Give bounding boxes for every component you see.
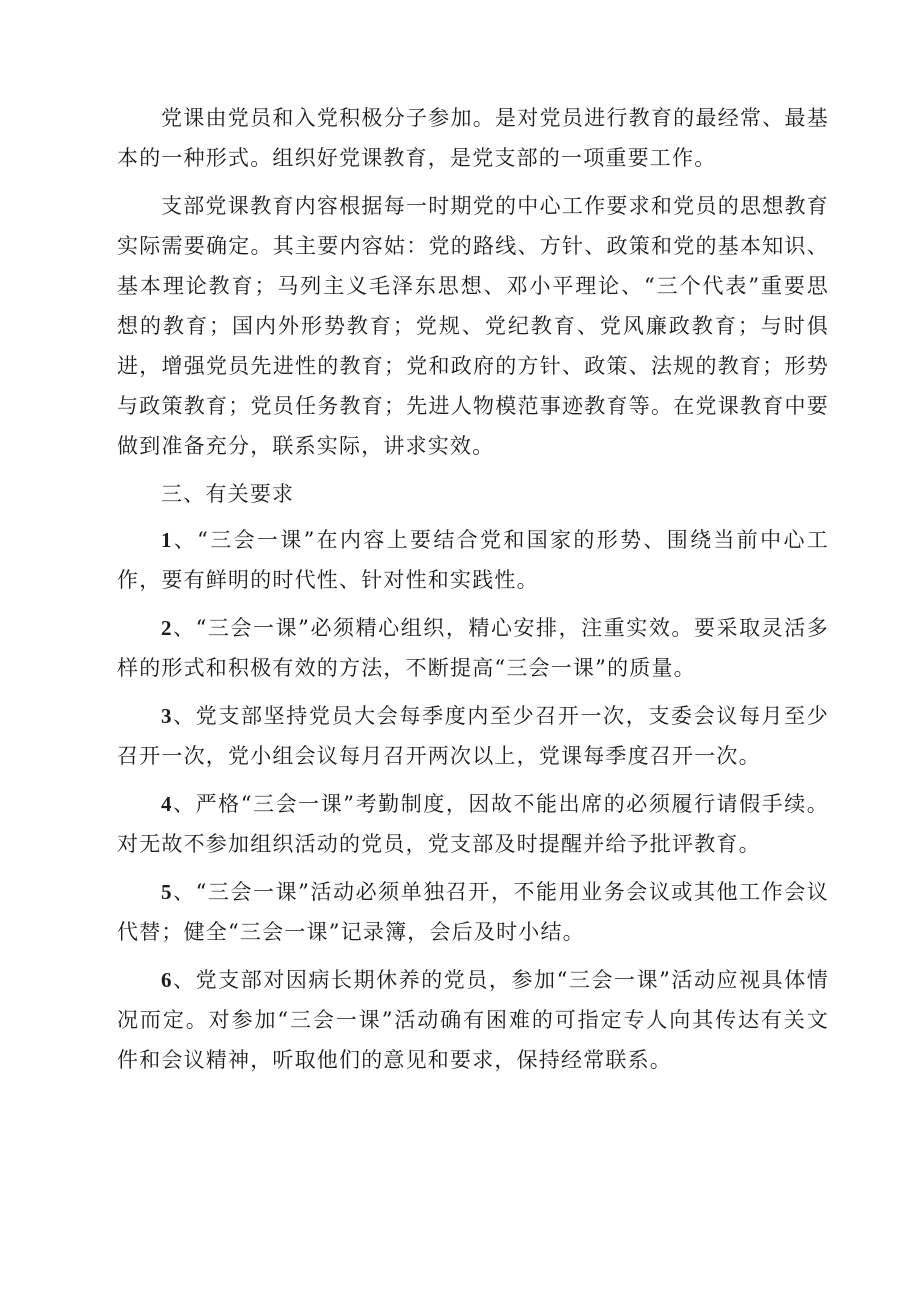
requirement-item-2	[117, 608, 829, 688]
requirement-item-1	[117, 520, 829, 600]
intro-paragraph-2: 支部党课教育内容根据每一时期党的中心工作要求和党员的思想教育实际需要确定。其主要内容姑：党的路线、方针、政策和党的基本知识、基本理论教育；马列主义毛泽东思想、邓小平理论、“三个代表”重要思想的教育；国内外形势教育；党规、党纪教育、党风廉政教育；与时俱进，增强党员先进性的教育；党和政府的方针、政策、法规的教育；形势与政策教育；党员任务教育；先进人物模范事迹教育等。在党课教育中要做到准备充分，联系实际，讲求实效。	[117, 194, 829, 458]
requirement-number: 5	[161, 880, 173, 904]
requirement-item-3	[117, 696, 829, 776]
requirement-text: 、严格“三会一课”考勤制度，因故不能出席的必须履行请假手续。对无故不参加组织活动的党员，党支部及时提醒并给予批评教育。	[117, 792, 829, 856]
requirement-item-4	[117, 784, 829, 864]
requirement-text: 、“三会一课”在内容上要结合党和国家的形势、围绕当前中心工作，要有鲜明的时代性、针对性和实践性。	[117, 528, 829, 592]
intro-paragraph-1: 党课由党员和入党积极分子参加。是对党员进行教育的最经常、最基本的一种形式。组织好党课教育，是党支部的一项重要工作。	[117, 106, 829, 170]
requirement-number: 2	[161, 616, 173, 640]
document-body	[117, 98, 829, 1080]
requirement-text: 、“三会一课”活动必须单独召开，不能用业务会议或其他工作会议代替；健全“三会一课”记录簿，会后及时小结。	[117, 880, 829, 944]
requirement-text: 、“三会一课”必须精心组织，精心安排，注重实效。要采取灵活多样的形式和积极有效的方法，不断提高“三会一课”的质量。	[117, 616, 829, 680]
requirement-text: 、党支部对因病长期休养的党员，参加“三会一课”活动应视具体情况而定。对参加“三会一课”活动确有困难的可指定专人向其传达有关文件和会议精神，听取他们的意见和要求，保持经常联系。	[117, 968, 829, 1072]
requirement-item-5	[117, 872, 829, 952]
section-heading: 三、有关要求	[161, 482, 295, 506]
requirement-number: 4	[161, 792, 173, 816]
requirement-number: 6	[161, 968, 173, 992]
requirement-item-6	[117, 960, 829, 1080]
requirement-number: 1	[161, 528, 173, 552]
requirement-number: 3	[161, 704, 173, 728]
requirement-text: 、党支部坚持党员大会每季度内至少召开一次，支委会议每月至少召开一次，党小组会议每月召开两次以上，党课每季度召开一次。	[117, 704, 829, 768]
